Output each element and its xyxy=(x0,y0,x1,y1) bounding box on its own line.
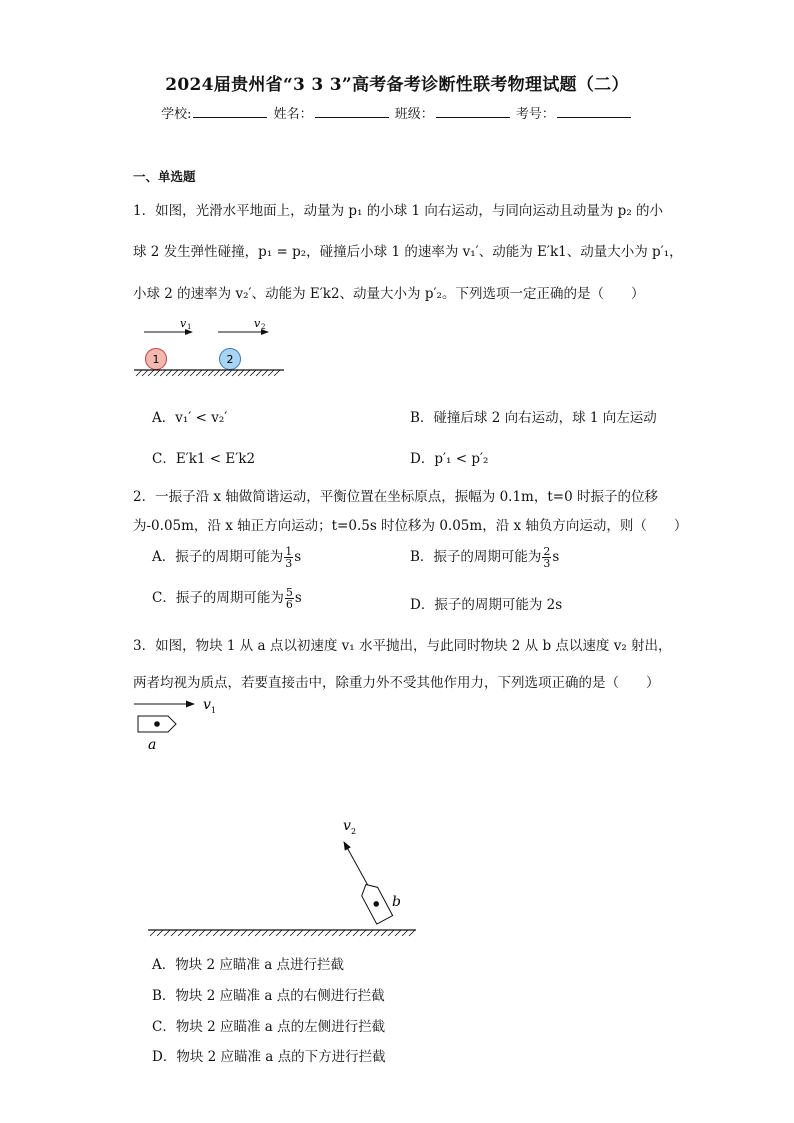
q2-option-a-fraction xyxy=(284,546,293,569)
q2-b-unit: s xyxy=(552,549,560,565)
q1-line-3: 小球 2 的速率为 v₂′、动能为 E′k2、动量大小为 p′₂。下列选项一定正确的是（ ） xyxy=(133,286,645,302)
q1-option-a[interactable]: A．v₁′ < v₂′ xyxy=(152,410,228,426)
school-blank xyxy=(193,105,267,118)
q2-a-numerator: 1 xyxy=(285,545,293,558)
q3-v2-label: v xyxy=(343,818,351,834)
q1-figure xyxy=(130,312,290,380)
q2-option-d[interactable]: D．振子的周期可能为 2s xyxy=(410,597,563,613)
v2-sub: 2 xyxy=(261,323,266,331)
q2-c-unit: s xyxy=(294,590,302,606)
point-a-label: a xyxy=(148,737,157,753)
q2-option-c-prefix: C．振子的周期可能为 xyxy=(152,590,284,606)
block-1-dot xyxy=(154,721,160,727)
exam-no-label: 考号： xyxy=(515,107,555,122)
q3-option-a[interactable]: A．物块 2 应瞄准 a 点进行拦截 xyxy=(152,957,345,973)
q1-line-2: 球 2 发生弹性碰撞，p₁ = p₂，碰撞后小球 1 的速率为 v₁′、动能为 E′k1、动量大小为 p′₁， xyxy=(133,244,683,260)
q2-a-unit: s xyxy=(294,549,302,565)
q2-option-b[interactable] xyxy=(410,545,559,569)
q1-option-c[interactable]: C．E′k1 < E′k2 xyxy=(152,451,256,467)
q3-option-c[interactable]: C．物块 2 应瞄准 a 点的左侧进行拦截 xyxy=(152,1019,386,1035)
q3-v1-sub: 1 xyxy=(211,706,217,715)
q1-option-b[interactable]: B．碰撞后球 2 向右运动，球 1 向左运动 xyxy=(410,410,657,426)
name-label: 姓名： xyxy=(273,107,313,122)
point-b-label: b xyxy=(392,894,401,910)
q2-c-numerator: 5 xyxy=(285,586,293,599)
q2-line-1: 2．一振子沿 x 轴做简谐运动，平衡位置在坐标原点，振幅为 0.1m，t=0 时振子的位移 xyxy=(133,489,658,505)
q2-b-denominator: 3 xyxy=(543,557,551,570)
q2-option-c-fraction xyxy=(285,587,294,610)
section-heading: 一、单选题 xyxy=(133,169,196,184)
ball-2-label: 2 xyxy=(226,353,234,366)
exam-no-blank xyxy=(557,105,631,118)
class-blank xyxy=(436,105,510,118)
v2-arrow xyxy=(344,842,371,891)
q3-option-b[interactable]: B．物块 2 应瞄准 a 点的右侧进行拦截 xyxy=(152,988,385,1004)
q2-option-b-fraction xyxy=(542,546,551,569)
q2-a-denominator: 3 xyxy=(285,557,293,570)
q2-b-numerator: 2 xyxy=(543,545,551,558)
v2-label: v xyxy=(254,317,261,330)
school-label: 学校: xyxy=(161,107,192,122)
q2-option-a[interactable] xyxy=(152,545,301,569)
ground-hatching xyxy=(136,370,280,376)
q2-option-a-prefix: A．振子的周期可能为 xyxy=(152,549,284,565)
ball-1-label: 1 xyxy=(152,353,160,366)
class-label: 班级： xyxy=(394,107,434,122)
student-info-line xyxy=(0,103,794,122)
v1-sub: 1 xyxy=(187,323,192,331)
q3-line-1: 3．如图，物块 1 从 a 点以初速度 v₁ 水平抛出，与此同时物块 2 从 b 点以速度 v₂ 射出， xyxy=(133,638,672,654)
exam-title: 2024届贵州省“3 3 3”高考备考诊断性联考物理试题（二） xyxy=(165,75,629,95)
q2-option-b-prefix: B．振子的周期可能为 xyxy=(410,549,542,565)
q3-option-d[interactable]: D．物块 2 应瞄准 a 点的下方进行拦截 xyxy=(152,1049,386,1065)
q2-option-c[interactable] xyxy=(152,586,302,610)
q1-line-1: 1．如图，光滑水平地面上，动量为 p₁ 的小球 1 向右运动，与同向运动且动量为 p₂ 的小 xyxy=(133,203,664,219)
q3-v2-sub: 2 xyxy=(351,827,357,836)
v1-label: v xyxy=(180,317,187,330)
q3-v1-label: v xyxy=(203,697,211,713)
q3-figure xyxy=(128,690,428,945)
q3-line-2: 两者均视为质点，若要直接击中，除重力外不受其他作用力，下列选项正确的是（ ） xyxy=(133,675,660,691)
q2-line-2: 为-0.05m，沿 x 轴正方向运动；t=0.5s 时位移为 0.05m，沿 x 轴负方向运动，则（ ） xyxy=(133,518,688,534)
q3-ground-hatching xyxy=(150,930,415,936)
q2-c-denominator: 6 xyxy=(285,598,293,611)
name-blank xyxy=(315,105,389,118)
block-2 xyxy=(358,880,393,924)
q1-option-d[interactable]: D．p′₁ < p′₂ xyxy=(410,451,489,467)
